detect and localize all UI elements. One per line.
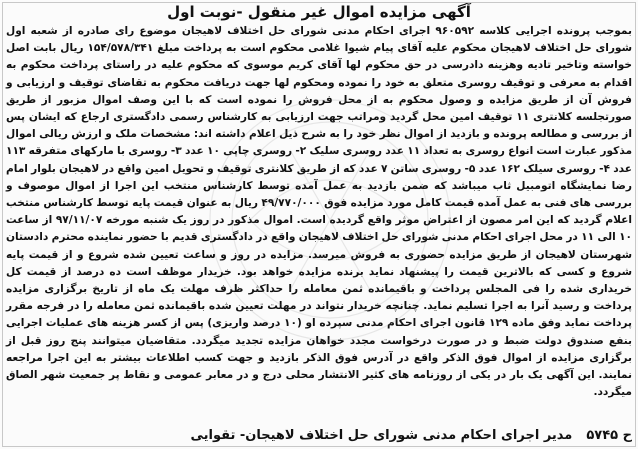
notice-code: ح ۵۷۴۵ <box>586 428 632 443</box>
notice-title: آگهی مزایده اموال غیر منقول -نوبت اول <box>167 3 471 21</box>
notice-footer <box>6 427 632 445</box>
notice-signature: مدیر اجرای احکام مدنی شورای حل اختلاف لاهیجان- تقوایی <box>190 428 573 443</box>
notice-body: بموجب پرونده اجرایی کلاسه ۹۶۰۵۹۲ اجرای احکام مدنی شورای حل اختلاف لاهیجان موضوع رای صادره از شعبه اول شورای حل اختلاف لاهیجان محکوم علیه آقای پیام شیوا غلامی محکوم است به پرداخت مبلغ ۱۵۴/۵۷۸/۳۴۱ ریال بابت اصل خواسته وتاخیر تادیه وهزینه دادرسی در حق محکوم لها آقای کریم موسوی که محکوم علیه در راستای پرداخت محکوم به اقدام به معرفی و توقیف روسری متعلق به خود را نموده ومحکوم لها جهت دریافت محکوم به تقاضای توقیف و ارزیابی و فروش آن از طریق مزایده و وصول محکوم به از محل فروش را نموده است که با این وصف اموال مزبور از طریق صورتجلسه کلانتری ۱۱ توقیف امین محل گردید ومراتب جهت ارزیابی به کارشناس رسمی دادگستری ارجاع که ایشان پس از بررسی و مطالعه پرونده و بازدید از اموال نظر خود را به شرح ذیل اعلام داشته اند: مشخصات ملک و ارزش ریالی اموال مذکور عبارت است انواع روسری به تعداد ۱۱ عدد روسری سلیک ۲- روسری چاپی ۱۰ عدد ۳- روسری با مارکهای متفرقه ۱۱۳ عدد ۴- روسری سیلک ۱۶۲ عدد ۵- روسری ساتن ۷ عدد که از طریق کلانتری توقیف و تحویل امین واقع در لاهیجان بلوار امام رضا نمایشگاه اتومبیل ثاب میباشد که ضمن بازدید به عمل آمده توسط کارشناس منتخب این اجرا از اموال موصوف و بررسی های فنی به عمل آمده قیمت کامل مورد مزایده فوق ۴۹/۷۷۰/۰۰۰ ریال به عنوان قیمت پایه توسط کارشناس منتخب اعلام گردید که این امر مصون از اعتراض موثر واقع گردیده است. اموال مذکور در روز یک شنبه مورخه ۹۷/۱۱/۰۷ از ساعت ۱۰ الی ۱۱ در محل اجرای احکام مدنی شورای حل اختلاف لاهیجان واقع در دادگستری قدیم با حضور نماینده محترم دادستان شهرستان لاهیجان از طریق مزایده حضوری به فروش میرسد. مزایده در روز و ساعت تعیین شده شروع و از قیمت پایه شروع و کسی که بالاترین قیمت را پیشنهاد نماید برنده مزایده خواهد بود. خریدار موظف است ده درصد از قیمت کل خریداری شده را فی المجلس پرداخت و باقیمانده ثمن معامله را حداکثر ظرف مهلت یک ماه از تاریخ برگزاری مزایده پرداخت و رسید آنرا به اجرا تسلیم نماید. چنانچه خریدار نتواند در مهلت تعیین شده باقیمانده ثمن معامله را در فرجه مقرر پرداخت نماید وفق ماده ۱۲۹ قانون اجرای احکام مدنی سپرده او (۱۰ درصد واریزی) پس از کسر هزینه های عملیات اجرایی بنفع صندوق دولت ضبط و در صورت درخواست مجدد خواهان مزایده تجدید میگردد. متقاضیان میتوانند پنج روز قبل از برگزاری مزایده از اموال فوق الذکر واقع در آدرس فوق الذکر بازدید و جهت کسب اطلاعات بیشتر به این اجرا مراجعه نمایند. این آگهی یک بار در یکی از روزنامه های کثیر الانتشار محلی درج و در معابر عمومی و نقاط پر جمعیت شهر الصاق میگردد. <box>6 25 633 399</box>
